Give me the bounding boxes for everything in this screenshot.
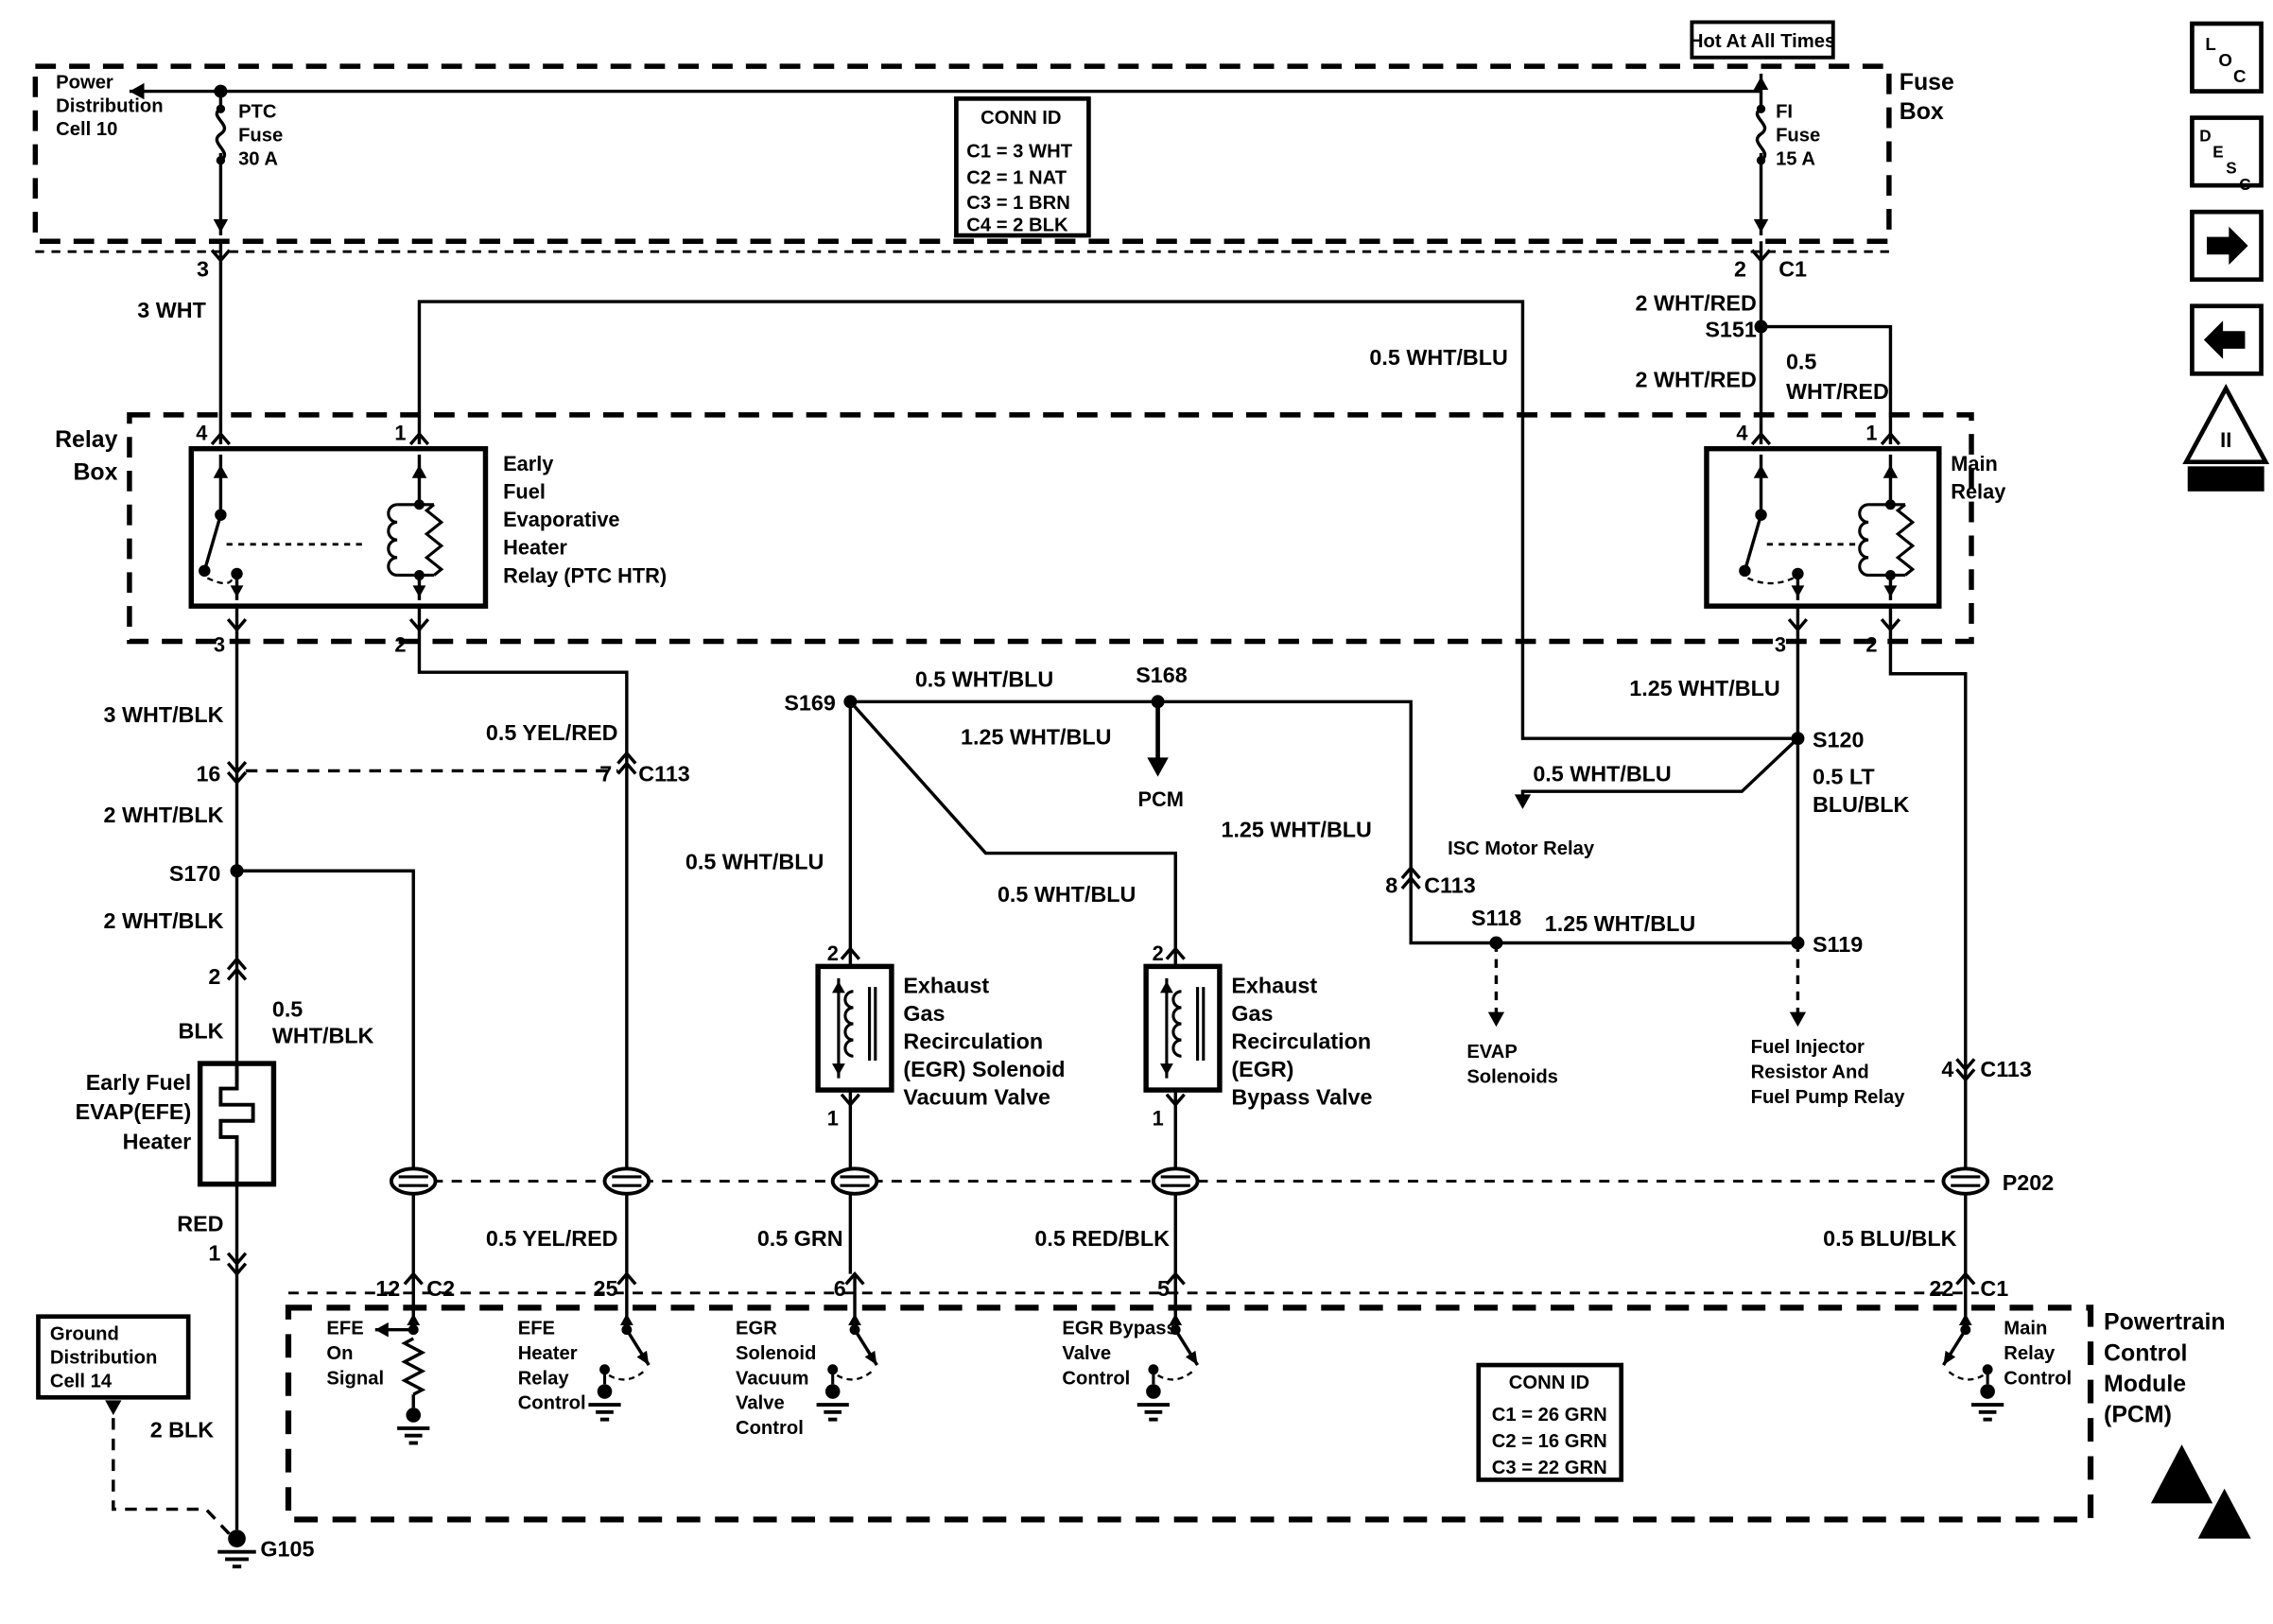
- label: 0.5 RED/BLK: [1034, 1226, 1171, 1252]
- label: Relay: [517, 1368, 569, 1390]
- label: EFE: [517, 1318, 556, 1339]
- arrowhead-d: [1147, 757, 1168, 776]
- arrowhead-d: [832, 1063, 845, 1075]
- label: C113: [1980, 1057, 2032, 1082]
- label: II: [2220, 428, 2232, 453]
- switch-arc: [1748, 579, 1794, 583]
- label: 3 WHT: [137, 298, 206, 323]
- label: C1: [1778, 256, 1808, 282]
- label: Distribution: [56, 95, 164, 117]
- label: 2: [1865, 632, 1878, 657]
- junction-dot: [214, 85, 227, 98]
- label: Solenoid: [735, 1342, 817, 1364]
- junction-dot: [1152, 695, 1165, 708]
- arrowhead-u: [412, 465, 427, 478]
- junction-dot: [1757, 105, 1765, 113]
- label: Recirculation: [903, 1028, 1044, 1054]
- wire-segment: [204, 515, 220, 571]
- junction-dot: [1739, 565, 1750, 577]
- label: 0.5 WHT/BLU: [1369, 344, 1508, 370]
- grommet-p202: [1154, 1168, 1198, 1193]
- label: 1: [826, 1106, 839, 1131]
- label: 2: [208, 964, 221, 990]
- label: Valve: [735, 1392, 785, 1414]
- switch-arm-arrowhead: [1186, 1351, 1203, 1368]
- label: 15 A: [1776, 148, 1816, 170]
- label: Relay (PTC HTR): [503, 563, 668, 588]
- label: Main: [1951, 452, 1998, 476]
- label: Gas: [1231, 1000, 1274, 1026]
- label: (EGR): [1231, 1057, 1294, 1082]
- label: Relay: [2004, 1342, 2056, 1364]
- label: C113: [1424, 872, 1476, 898]
- label: Cell 10: [56, 119, 118, 141]
- arrowhead-u: [832, 981, 845, 993]
- label: BLK: [178, 1018, 224, 1044]
- label: WHT/RED: [1785, 378, 1889, 404]
- label: S119: [1812, 931, 1864, 957]
- label: EGR: [735, 1318, 777, 1339]
- wire-segment: [1744, 515, 1761, 571]
- switch-arm-arrowhead: [865, 1351, 882, 1368]
- arrowhead-d: [1515, 794, 1531, 809]
- label: 4: [196, 421, 208, 445]
- label: 2 BLK: [149, 1417, 215, 1443]
- arrowhead-l: [375, 1322, 389, 1338]
- label: S120: [1812, 727, 1865, 752]
- wire: [237, 871, 414, 1273]
- junction-dot: [843, 695, 857, 708]
- junction-dot: [1489, 936, 1502, 949]
- label: C4 = 2 BLK: [966, 215, 1068, 236]
- label: P202: [2002, 1169, 2055, 1195]
- label: Gas: [903, 1000, 946, 1026]
- label: EGR Bypass: [1062, 1318, 1177, 1339]
- label: S170: [168, 861, 221, 887]
- label: EVAP(EFE): [75, 1099, 192, 1125]
- label: C: [2232, 66, 2247, 87]
- arrowhead-d: [105, 1400, 121, 1415]
- label: Exhaust: [1231, 973, 1318, 998]
- label: 0.5 YEL/RED: [485, 1226, 618, 1252]
- switch-arc: [1948, 1371, 1983, 1379]
- arrowhead-d: [1488, 1012, 1504, 1028]
- label: 2: [1733, 256, 1746, 282]
- arrowhead-d: [1790, 1012, 1806, 1028]
- label: 1.25 WHT/BLU: [1221, 817, 1372, 842]
- label: Heater: [517, 1342, 578, 1364]
- label: 0.5: [1785, 349, 1817, 374]
- relay-resistor: [426, 505, 442, 576]
- label: C113: [638, 761, 690, 786]
- label: 1: [394, 421, 407, 445]
- label: 16: [196, 761, 221, 786]
- switch-arc: [207, 579, 232, 583]
- relay-resistor: [1898, 505, 1913, 576]
- label: 3: [1774, 632, 1786, 657]
- label: 0.5 WHT/BLU: [914, 666, 1054, 692]
- solenoid-coil: [845, 992, 854, 1056]
- label: C2: [426, 1275, 456, 1301]
- junction-dot: [231, 864, 244, 877]
- label: PCM: [1137, 786, 1184, 811]
- junction-dot: [1791, 936, 1804, 949]
- grommet-p202: [833, 1168, 877, 1193]
- arrowhead-u: [1883, 465, 1899, 478]
- label: Vacuum: [735, 1368, 809, 1390]
- label: 2 WHT/RED: [1635, 367, 1757, 392]
- label: Relay: [1951, 479, 2006, 504]
- label: Signal: [326, 1368, 385, 1390]
- label: C3 = 22 GRN: [1491, 1458, 1607, 1479]
- junction-dot: [1791, 732, 1804, 745]
- junction-dot: [598, 1384, 613, 1399]
- label: CONN ID: [1508, 1372, 1590, 1393]
- label: Resistor And: [1750, 1062, 1869, 1083]
- label: Relay: [55, 426, 118, 454]
- label: PTC: [238, 101, 277, 123]
- label: RED: [177, 1211, 224, 1236]
- grommet-p202: [1943, 1168, 1987, 1193]
- icon-shape: [2151, 1444, 2212, 1503]
- label: C: [2239, 175, 2251, 194]
- label: L: [2205, 33, 2216, 54]
- arrowhead-d: [413, 585, 426, 596]
- label: Distribution: [49, 1347, 158, 1369]
- label: 2: [1152, 942, 1164, 966]
- label: Heater: [122, 1129, 192, 1154]
- label: C2 = 16 GRN: [1491, 1431, 1607, 1453]
- label: 3: [213, 632, 226, 657]
- label: 22: [1929, 1275, 1954, 1301]
- label: O: [2218, 50, 2232, 71]
- arrowhead-d: [214, 219, 229, 233]
- label: S168: [1136, 663, 1188, 688]
- label: S: [2226, 159, 2237, 178]
- label: 0.5 YEL/RED: [485, 719, 618, 745]
- label: 0.5 BLU/BLK: [1823, 1226, 1957, 1252]
- label: 1.25 WHT/BLU: [961, 724, 1112, 750]
- label: 4: [1736, 421, 1748, 445]
- label: Heater: [503, 535, 567, 560]
- label: 2: [394, 632, 407, 657]
- label: Control: [2004, 1368, 2073, 1390]
- pcm-resistor: [405, 1339, 423, 1394]
- egr-valve-box: [818, 966, 892, 1090]
- label: 1: [1152, 1106, 1164, 1131]
- label: 8: [1385, 872, 1398, 898]
- label: 0.5 WHT/BLU: [685, 849, 824, 874]
- label: Bypass Valve: [1231, 1084, 1373, 1110]
- arrowhead-d: [1754, 219, 1769, 233]
- label: (EGR) Solenoid: [903, 1057, 1066, 1082]
- arrowhead-d: [1160, 1063, 1173, 1075]
- junction-dot: [228, 1529, 246, 1547]
- label: C3 = 1 BRN: [966, 193, 1070, 215]
- heater-element: [220, 1063, 252, 1184]
- arrowhead-u: [407, 1314, 420, 1325]
- label: (PCM): [2104, 1401, 2172, 1428]
- junction-dot: [1980, 1384, 1995, 1399]
- relay-coil: [389, 505, 397, 576]
- switch-arc: [609, 1371, 644, 1379]
- label: 6: [833, 1275, 846, 1301]
- label: Module: [2104, 1371, 2187, 1398]
- label: Power: [56, 72, 113, 94]
- label: 2 WHT/BLK: [103, 907, 224, 933]
- arrowhead-u: [848, 1314, 861, 1325]
- label: Fuse: [238, 125, 284, 147]
- switch-arc: [837, 1371, 872, 1379]
- label: 2: [826, 942, 839, 966]
- label: EFE: [326, 1318, 364, 1339]
- label: C1 = 3 WHT: [966, 141, 1073, 163]
- label: Fuse: [1899, 69, 1954, 96]
- fuse-element: [1757, 109, 1764, 160]
- label: 7: [599, 761, 613, 786]
- label: 4: [1941, 1057, 1954, 1082]
- label: CONN ID: [980, 107, 1062, 129]
- label: 3 WHT/BLK: [103, 702, 224, 728]
- switch-arc: [1158, 1371, 1193, 1379]
- label: 25: [593, 1275, 618, 1301]
- label: Recirculation: [1231, 1028, 1372, 1054]
- label: 0.5 GRN: [756, 1226, 843, 1252]
- label: WHT/BLK: [271, 1023, 374, 1048]
- solenoid-coil: [1173, 992, 1182, 1056]
- label: 1: [1865, 421, 1878, 445]
- label: Evaporative: [503, 508, 620, 532]
- label: OBD II: [2203, 472, 2248, 489]
- label: ISC Motor Relay: [1448, 838, 1595, 860]
- label: D: [2199, 127, 2212, 146]
- junction-dot: [217, 105, 225, 113]
- label: 5: [1157, 1275, 1171, 1301]
- label: C1: [1980, 1275, 2009, 1301]
- arrowhead-u: [620, 1314, 633, 1325]
- arrowhead-u: [1754, 77, 1769, 90]
- label: BLU/BLK: [1812, 792, 1910, 818]
- label: 0.5: [271, 996, 304, 1022]
- label: Powertrain: [2104, 1308, 2226, 1336]
- label: Control: [735, 1418, 804, 1440]
- wire: [419, 606, 626, 1273]
- label: 1.25 WHT/BLU: [1629, 676, 1780, 701]
- junction-dot: [825, 1384, 841, 1399]
- grommet-p202: [391, 1168, 436, 1193]
- label: 30 A: [238, 148, 279, 170]
- label: Early Fuel: [85, 1070, 192, 1096]
- label: S151: [1705, 317, 1757, 342]
- label: C1 = 26 GRN: [1491, 1405, 1607, 1426]
- label: S169: [784, 690, 836, 716]
- junction-dot: [217, 156, 225, 164]
- label: C2 = 1 NAT: [966, 167, 1067, 189]
- label: 1: [208, 1240, 221, 1266]
- label: Fuse: [1776, 125, 1821, 147]
- relay-coil: [1860, 505, 1868, 576]
- label: 1.25 WHT/BLU: [1544, 911, 1696, 937]
- egr-valve-box: [1146, 966, 1220, 1090]
- label: 0.5 WHT/BLU: [997, 881, 1136, 907]
- arrowhead-u: [214, 465, 229, 478]
- label: Box: [73, 458, 118, 486]
- arrowhead-u: [1160, 981, 1173, 993]
- label: Solenoids: [1466, 1066, 1558, 1088]
- label: Exhaust: [903, 973, 990, 998]
- label: Control: [2104, 1339, 2188, 1367]
- label: Hot At All Times: [1689, 30, 1836, 52]
- label: FI: [1776, 101, 1794, 123]
- label: Ground: [49, 1323, 119, 1345]
- label: 0.5 WHT/BLU: [1533, 761, 1672, 786]
- label: Fuel Pump Relay: [1750, 1087, 1905, 1109]
- label: Main: [2004, 1318, 2048, 1339]
- fuse-element: [217, 109, 224, 160]
- junction-dot: [406, 1408, 421, 1423]
- label: S118: [1470, 905, 1522, 930]
- label: E: [2212, 143, 2224, 162]
- arrowhead-u: [1754, 465, 1769, 478]
- label: Fuel: [503, 479, 546, 504]
- switch-arm-arrowhead: [636, 1351, 653, 1368]
- arrowhead-d: [1792, 585, 1805, 596]
- junction-dot: [1146, 1384, 1161, 1399]
- label: Fuel Injector: [1750, 1037, 1865, 1059]
- arrowhead-u: [1959, 1314, 1972, 1325]
- label: Vacuum Valve: [903, 1084, 1051, 1110]
- label: G105: [260, 1536, 315, 1562]
- junction-dot: [199, 565, 210, 577]
- label: 12: [375, 1275, 401, 1301]
- arrowhead-d: [1884, 585, 1898, 596]
- label: Valve: [1062, 1342, 1112, 1364]
- label: Control: [1062, 1368, 1131, 1390]
- label: EVAP: [1466, 1041, 1518, 1063]
- label: 2 WHT/RED: [1635, 290, 1757, 316]
- label: 0.5 LT: [1812, 764, 1875, 789]
- label: 3: [196, 256, 209, 282]
- label: 2 WHT/BLK: [103, 802, 224, 827]
- label: Early: [503, 452, 554, 476]
- label: Control: [517, 1392, 586, 1414]
- label: On: [326, 1342, 354, 1364]
- label: Box: [1899, 98, 1944, 126]
- grommet-p202: [605, 1168, 650, 1193]
- switch-arm-arrowhead: [1938, 1351, 1955, 1368]
- arrowhead-d: [231, 585, 244, 596]
- junction-dot: [1757, 156, 1765, 164]
- label: Cell 14: [49, 1371, 113, 1392]
